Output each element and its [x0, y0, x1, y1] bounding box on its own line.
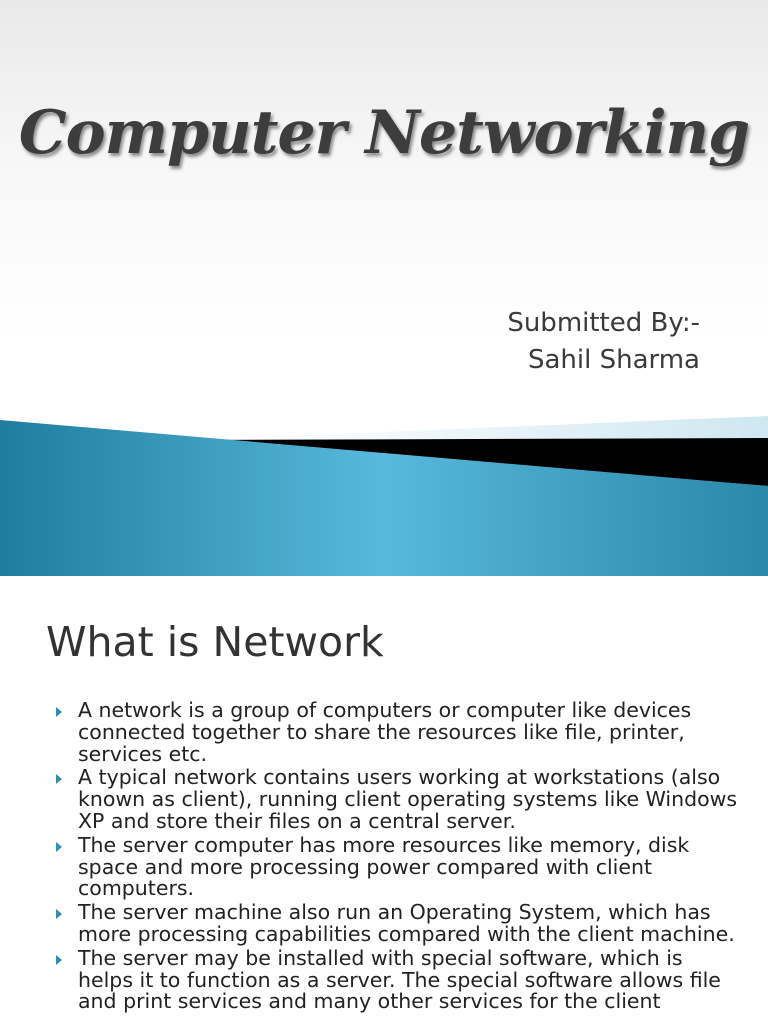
bullet-list [54, 700, 740, 1015]
list-item [54, 945, 740, 1014]
triangle-right-icon [56, 955, 62, 965]
list-item [54, 902, 740, 946]
slide-title: Computer Networking [18, 98, 750, 168]
triangle-right-icon [56, 842, 62, 852]
section-title: What is Network [46, 618, 384, 666]
bullet-text: The server may be installed with special software, which is helps it to function as a server. The special software allows file and print services and many other services for the client [78, 945, 721, 1014]
decorative-swoosh [0, 408, 768, 576]
list-item [54, 767, 740, 832]
bullet-text: The server computer has more resources like memory, disk space and more processing power compared with client computers. [78, 832, 690, 901]
submitted-by-label: Submitted By:- [507, 308, 700, 338]
subtitle-block [507, 305, 700, 379]
triangle-right-icon [56, 707, 62, 717]
bullet-text: A typical network contains users working at workstations (also known as client), running client operating systems like Windows XP and store their files on a central server. [78, 765, 738, 833]
bullet-text: The server machine also run an Operating System, which has more processing capabilities compared with the client machine. [78, 900, 735, 946]
list-item [54, 832, 740, 901]
triangle-right-icon [56, 909, 62, 919]
triangle-right-icon [56, 774, 62, 784]
author-name: Sahil Sharma [527, 345, 700, 375]
bullet-text: A network is a group of computers or computer like devices connected together to share the resources like file, printer, services etc. [78, 698, 692, 766]
list-item [54, 700, 740, 765]
